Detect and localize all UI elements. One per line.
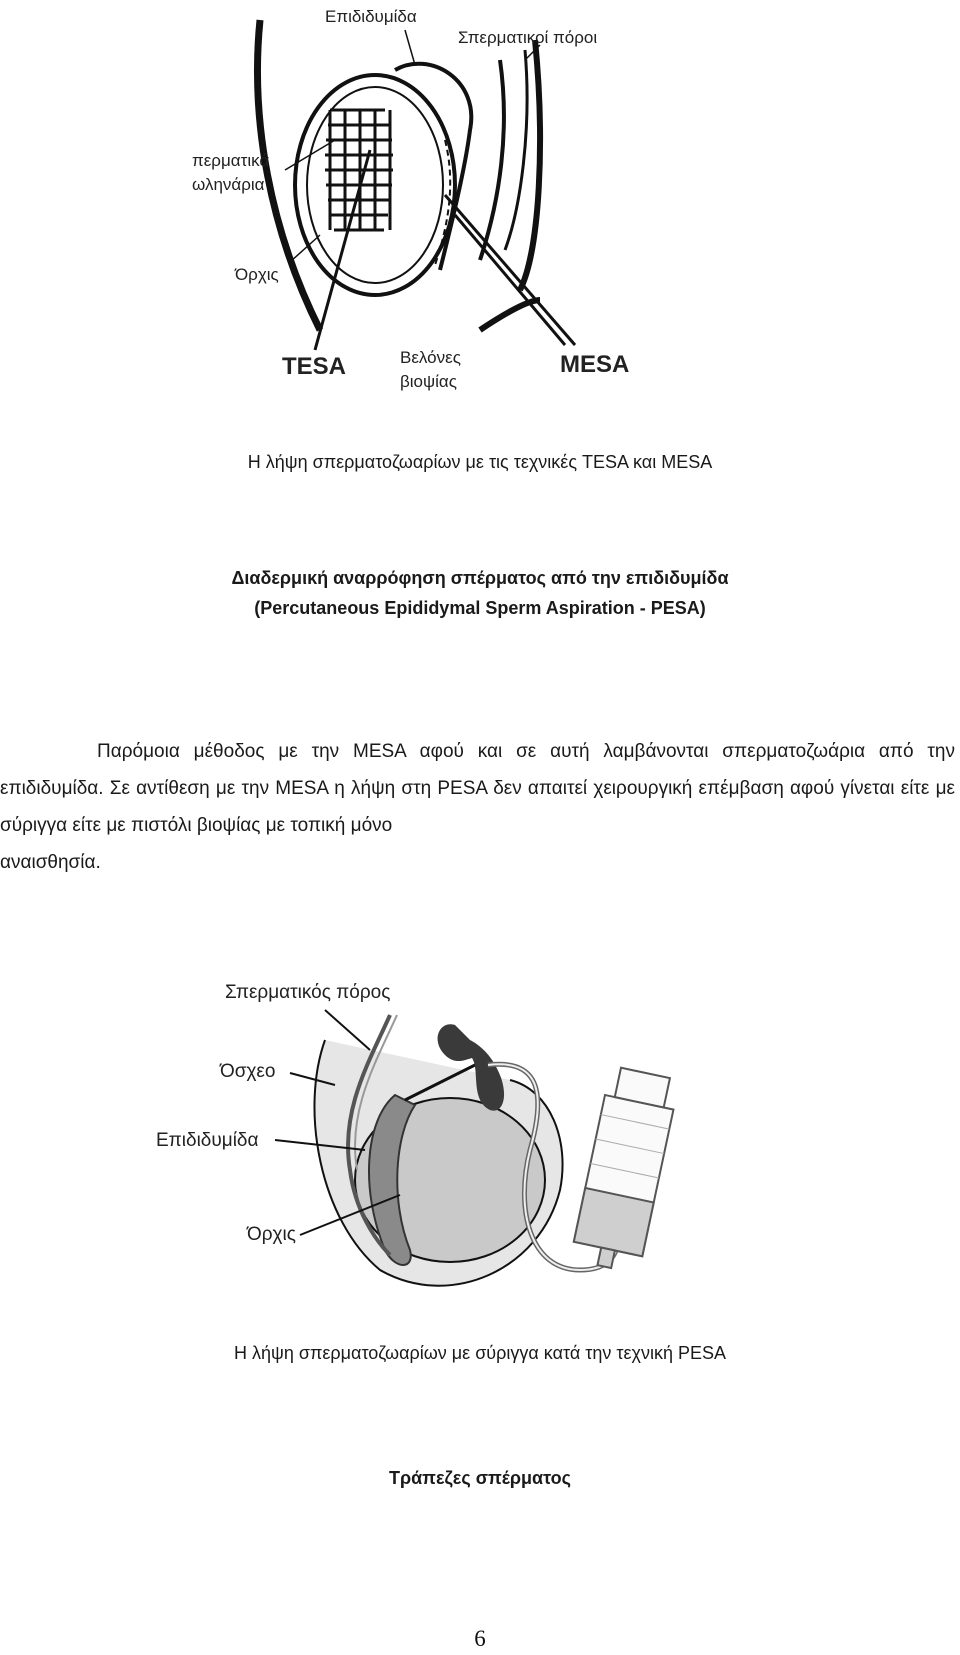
label-tubules-line1: περματικά	[192, 151, 270, 170]
label-needles-line2: βιοψίας	[400, 372, 457, 391]
label-scrotum: Όσχεο	[220, 1061, 276, 1082]
page-number: 6	[474, 1626, 486, 1651]
label-epididymis-2: Επιδιδυμίδα	[156, 1130, 259, 1151]
next-heading: Τράπεζες σπέρματος	[388, 1468, 572, 1488]
paragraph-last-line: αναισθησία.	[0, 852, 101, 873]
paragraph-main: Παρόμοια μέθοδος με την MESA αφού και σε αυτή λαμβάνονται σπερματοζωάρια από την επιδιδυμίδα. Σε αντίθεση με την MESA η λήψη στη PESA δεν απαιτεί χειρουργική επέμβαση αφού γίνεται είτε με σύριγγα είτε με πιστόλι βιοψίας με τοπική μόνο	[0, 741, 955, 836]
label-tubules-line2: ωληνάρια	[192, 175, 265, 194]
figure1-caption: Η λήψη σπερματοζωαρίων με τις τεχνικές TESA και MESA	[247, 452, 713, 472]
figure-tesa-mesa	[180, 0, 680, 400]
label-needles-line1: Βελόνες	[400, 348, 461, 367]
section-heading	[0, 563, 960, 623]
figure2-caption: Η λήψη σπερματοζωαρίων με σύριγγα κατά την τεχνική PESA	[234, 1343, 726, 1363]
pesa-diagram	[150, 970, 730, 1310]
label-testis: Όρχις	[235, 265, 279, 284]
label-testis-2: Όρχις	[247, 1224, 296, 1245]
section-heading-line2: (Percutaneous Epididymal Sperm Aspiration - PESA)	[254, 598, 706, 618]
label-tesa: TESA	[282, 353, 347, 380]
figure-pesa	[150, 970, 730, 1310]
label-epididymis: Επιδιδυμίδα	[325, 7, 417, 26]
label-mesa: MESA	[560, 351, 630, 378]
section-heading-line1: Διαδερμική αναρρόφηση σπέρματος από την επιδιδυμίδα	[231, 568, 729, 588]
label-vas-deferens-2: Σπερματικός πόρος	[225, 982, 391, 1003]
tesa-mesa-diagram	[180, 0, 680, 400]
label-vas-deferens: Σπερματικοί πόροι	[458, 28, 598, 47]
body-paragraph	[0, 733, 955, 881]
